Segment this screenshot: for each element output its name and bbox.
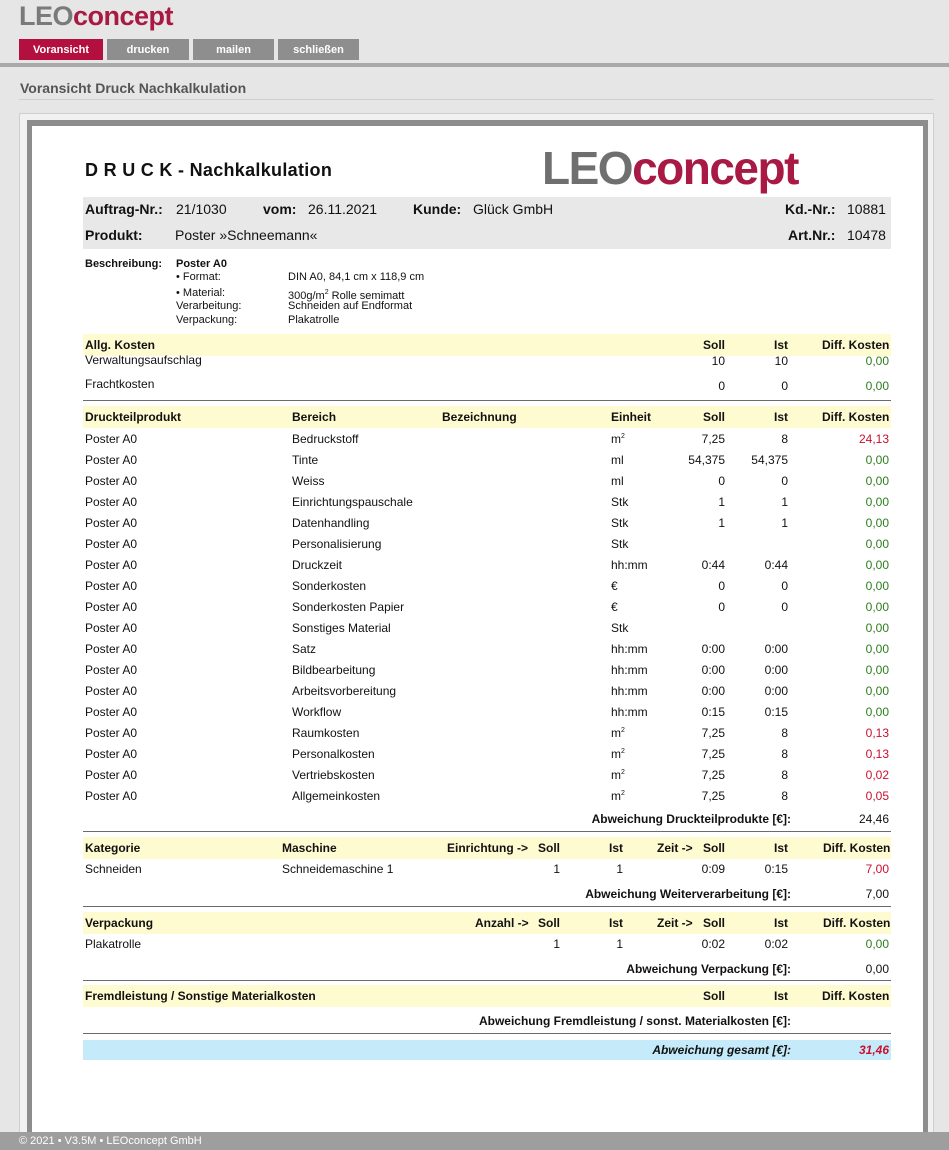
diff-cell: 0,00 xyxy=(865,495,889,509)
diff-cell: 0,00 xyxy=(865,600,889,614)
diff-cell: 0,00 xyxy=(865,474,889,488)
actual-cell: 0 xyxy=(781,579,788,593)
unit-cell: hh:mm xyxy=(611,663,648,677)
product-cell: Poster A0 xyxy=(85,621,138,635)
table-row xyxy=(83,576,891,597)
table-row: Plakatrolle 1 1 0:02 0:02 0,00 xyxy=(85,937,889,951)
actual-cell: 54,375 xyxy=(751,453,788,467)
section-divider xyxy=(83,906,891,907)
unit-cell: ml xyxy=(611,474,624,488)
diff-cell: 0,00 xyxy=(865,516,889,530)
target-cell: 7,25 xyxy=(701,432,725,446)
unit-cell: € xyxy=(611,600,618,614)
unit-cell: $m^2$ xyxy=(611,432,625,446)
article-number-label: Art.Nr.: xyxy=(788,227,836,243)
diff-cell: 0,00 xyxy=(865,453,889,467)
area-cell: Einrichtungspauschale xyxy=(292,495,413,509)
order-number-label: Auftrag-Nr.: xyxy=(85,201,163,217)
product-cell: Poster A0 xyxy=(85,663,138,677)
customer-number-label: Kd.-Nr.: xyxy=(785,201,836,217)
table-row xyxy=(83,744,891,765)
target-cell: 7,25 xyxy=(701,726,725,740)
area-cell: Bildbearbeitung xyxy=(292,663,376,677)
unit-cell: $m^2$ xyxy=(611,768,625,782)
table-row xyxy=(83,513,891,534)
app-logo: LEOconcept xyxy=(19,1,174,31)
area-cell: Sonderkosten xyxy=(292,579,367,593)
target-cell: 7,25 xyxy=(701,768,725,782)
date-value: 26.11.2021 xyxy=(308,201,378,217)
table-row xyxy=(83,555,891,576)
footer-copyright: © 2021 • V3.5M • LEOconcept GmbH xyxy=(0,1132,949,1150)
table-row xyxy=(83,723,891,744)
area-cell: Bedruckstoff xyxy=(292,432,359,446)
document-logo: LEOconcept xyxy=(542,142,798,194)
product-cell: Poster A0 xyxy=(85,768,138,782)
diff-cell: 0,00 xyxy=(865,684,889,698)
target-cell: 0 xyxy=(718,474,725,488)
product-cell: Poster A0 xyxy=(85,684,138,698)
target-cell: 1 xyxy=(718,495,725,509)
diff-cell: 0,00 xyxy=(865,558,889,572)
target-cell: 0 xyxy=(718,600,725,614)
customer-label: Kunde: xyxy=(413,201,462,217)
area-cell: Weiss xyxy=(292,474,325,488)
table-row xyxy=(83,618,891,639)
unit-cell: ml xyxy=(611,453,624,467)
section-divider xyxy=(83,831,891,832)
article-number-value: 10478 xyxy=(847,227,886,243)
diff-cell: 0,00 xyxy=(865,663,889,677)
description-packaging-value: Plakatrolle xyxy=(288,314,340,326)
actual-cell: 8 xyxy=(781,768,788,782)
diff-cell: 0,00 xyxy=(865,705,889,719)
diff-cell: 0,00 xyxy=(865,621,889,635)
diff-cell: 0,00 xyxy=(865,642,889,656)
description-material-key: • Material: xyxy=(176,287,226,299)
page-title: Voransicht Druck Nachkalkulation xyxy=(20,80,247,96)
target-cell: 0:00 xyxy=(701,684,725,698)
diff-cell: 0,00 xyxy=(865,579,889,593)
third-party-sum xyxy=(83,1011,891,1031)
table-row xyxy=(83,702,891,723)
table-row xyxy=(83,681,891,702)
table-row: Verwaltungsaufschlag 10 10 0,00 xyxy=(85,354,889,368)
finishing-sum xyxy=(83,884,891,904)
unit-cell: $m^2$ xyxy=(611,789,625,803)
actual-cell: 0:00 xyxy=(764,684,788,698)
order-band xyxy=(83,197,891,223)
description-label: Beschreibung: xyxy=(85,258,163,270)
area-cell: Sonderkosten Papier xyxy=(292,600,405,614)
packaging-sum xyxy=(83,959,891,979)
sum-value: 7,00 xyxy=(865,887,889,901)
area-cell: Arbeitsvorbereitung xyxy=(292,684,397,698)
toolbar xyxy=(19,39,359,60)
product-label: Produkt: xyxy=(85,227,143,243)
mail-button[interactable]: mailen xyxy=(193,39,274,60)
description-processing-value: Schneiden auf Endformat xyxy=(288,300,413,312)
product-cell: Poster A0 xyxy=(85,726,138,740)
unit-cell: $m^2$ xyxy=(611,747,625,761)
area-cell: Tinte xyxy=(292,453,319,467)
product-cell: Poster A0 xyxy=(85,495,138,509)
area-cell: Sonstiges Material xyxy=(292,621,391,635)
area-cell: Allgemeinkosten xyxy=(292,789,381,803)
unit-cell: Stk xyxy=(611,621,629,635)
sum-value: 24,46 xyxy=(858,812,889,826)
target-cell: 1 xyxy=(718,516,725,530)
unit-cell: Stk xyxy=(611,495,629,509)
total-value: 31,46 xyxy=(858,1043,889,1057)
target-cell: 54,375 xyxy=(688,453,725,467)
packaging-header: Verpackung Anzahl -> Soll Ist Zeit -> Soll Ist Diff. Kosten xyxy=(83,912,891,934)
toolbar-divider xyxy=(0,63,949,67)
target-cell: 0:00 xyxy=(701,663,725,677)
description-packaging-key: Verpackung: xyxy=(176,314,238,326)
area-cell: Workflow xyxy=(292,705,342,719)
total-band xyxy=(83,1040,891,1060)
actual-cell: 1 xyxy=(781,516,788,530)
sum-value: 0,00 xyxy=(865,962,889,976)
table-row xyxy=(83,639,891,660)
actual-cell: 8 xyxy=(781,726,788,740)
target-cell: 0:15 xyxy=(701,705,725,719)
print-parts-sum xyxy=(83,809,891,829)
section-divider xyxy=(83,400,891,401)
actual-cell: 1 xyxy=(781,495,788,509)
area-cell: Druckzeit xyxy=(292,558,343,572)
description-format-value: DIN A0, 84,1 cm x 118,9 cm xyxy=(288,271,425,283)
actual-cell: 8 xyxy=(781,789,788,803)
table-row xyxy=(83,786,891,807)
unit-cell: hh:mm xyxy=(611,684,648,698)
area-cell: Raumkosten xyxy=(292,726,360,740)
table-row xyxy=(83,534,891,555)
actual-cell: 0:00 xyxy=(764,642,788,656)
sum-label: Abweichung Druckteilprodukte [€]: xyxy=(591,812,791,826)
diff-cell: 0,13 xyxy=(865,747,889,761)
product-cell: Poster A0 xyxy=(85,432,138,446)
area-cell: Satz xyxy=(292,642,317,656)
actual-cell: 0:44 xyxy=(764,558,788,572)
third-party-header: Fremdleistung / Sonstige Materialkosten Soll Ist Diff. Kosten xyxy=(83,985,891,1007)
product-cell: Poster A0 xyxy=(85,453,138,467)
description-processing-key: Verarbeitung: xyxy=(176,300,242,312)
close-button[interactable]: schließen xyxy=(278,39,359,60)
area-cell: Datenhandling xyxy=(292,516,370,530)
product-cell: Poster A0 xyxy=(85,747,138,761)
sum-label: Abweichung Verpackung [€]: xyxy=(626,962,791,976)
date-label: vom: xyxy=(263,201,297,217)
unit-cell: $m^2$ xyxy=(611,726,625,740)
target-cell: 0:00 xyxy=(701,642,725,656)
table-row xyxy=(83,471,891,492)
product-cell: Poster A0 xyxy=(85,537,138,551)
diff-cell: 24,13 xyxy=(858,432,889,446)
actual-cell: 0:00 xyxy=(764,663,788,677)
product-cell: Poster A0 xyxy=(85,516,138,530)
product-cell: Poster A0 xyxy=(85,789,138,803)
description-format-key: • Format: xyxy=(176,271,221,283)
actual-cell: 8 xyxy=(781,432,788,446)
diff-cell: 0,13 xyxy=(865,726,889,740)
table-row xyxy=(83,450,891,471)
unit-cell: hh:mm xyxy=(611,558,648,572)
target-cell: 0 xyxy=(718,579,725,593)
unit-cell: hh:mm xyxy=(611,705,648,719)
print-parts-header: Druckteilprodukt Bereich Bezeichnung Einheit Soll Ist Diff. Kosten xyxy=(83,406,891,428)
product-cell: Poster A0 xyxy=(85,474,138,488)
customer-value: Glück GmbH xyxy=(473,201,554,217)
target-cell: 7,25 xyxy=(701,789,725,803)
unit-cell: € xyxy=(611,579,618,593)
product-cell: Poster A0 xyxy=(85,600,138,614)
description-title: Poster A0 xyxy=(176,258,227,270)
finishing-header: Kategorie Maschine Einrichtung -> Soll Ist Zeit -> Soll Ist Diff. Kosten xyxy=(83,837,891,859)
actual-cell: 0 xyxy=(781,600,788,614)
product-cell: Poster A0 xyxy=(85,705,138,719)
title-divider xyxy=(19,99,934,100)
general-costs-header: Allg. Kosten Soll Ist Diff. Kosten xyxy=(83,334,891,356)
unit-cell: hh:mm xyxy=(611,642,648,656)
diff-cell: 0,00 xyxy=(865,537,889,551)
actual-cell: 0:15 xyxy=(764,705,788,719)
area-cell: Vertriebskosten xyxy=(292,768,375,782)
area-cell: Personalisierung xyxy=(292,537,382,551)
unit-cell: Stk xyxy=(611,516,629,530)
area-cell: Personalkosten xyxy=(292,747,375,761)
section-divider xyxy=(83,1033,891,1034)
sum-label: Abweichung Fremdleistung / sonst. Materialkosten [€]: xyxy=(478,1014,791,1028)
product-band xyxy=(83,223,891,249)
product-cell: Poster A0 xyxy=(85,642,138,656)
description-material-value: $300g/m^2$ Rolle semimatt xyxy=(288,289,405,302)
product-cell: Poster A0 xyxy=(85,558,138,572)
actual-cell: 0 xyxy=(781,474,788,488)
table-row xyxy=(83,492,891,513)
diff-cell: 0,05 xyxy=(865,789,889,803)
table-row: Schneiden Schneidemaschine 1 1 1 0:09 0:15 7,00 xyxy=(85,862,889,876)
table-row xyxy=(83,429,891,450)
table-row: Frachtkosten 0 0 0,00 xyxy=(85,377,889,393)
actual-cell: 8 xyxy=(781,747,788,761)
product-cell: Poster A0 xyxy=(85,579,138,593)
sum-label: Abweichung Weiterverarbeitung [€]: xyxy=(585,887,791,901)
target-cell: 7,25 xyxy=(701,747,725,761)
product-value: Poster »Schneemann« xyxy=(175,227,318,243)
target-cell: 0:44 xyxy=(701,558,725,572)
customer-number-value: 10881 xyxy=(847,201,886,217)
print-button[interactable]: drucken xyxy=(107,39,189,60)
total-label: Abweichung gesamt [€]: xyxy=(652,1043,791,1057)
table-row xyxy=(83,597,891,618)
table-row xyxy=(83,765,891,786)
unit-cell: Stk xyxy=(611,537,629,551)
document-title: D R U C K - Nachkalkulation xyxy=(85,160,333,180)
preview-button[interactable]: Voransicht xyxy=(19,39,103,60)
table-row xyxy=(83,660,891,681)
order-number-value: 21/1030 xyxy=(176,201,227,217)
section-divider xyxy=(83,980,891,981)
diff-cell: 0,02 xyxy=(865,768,889,782)
